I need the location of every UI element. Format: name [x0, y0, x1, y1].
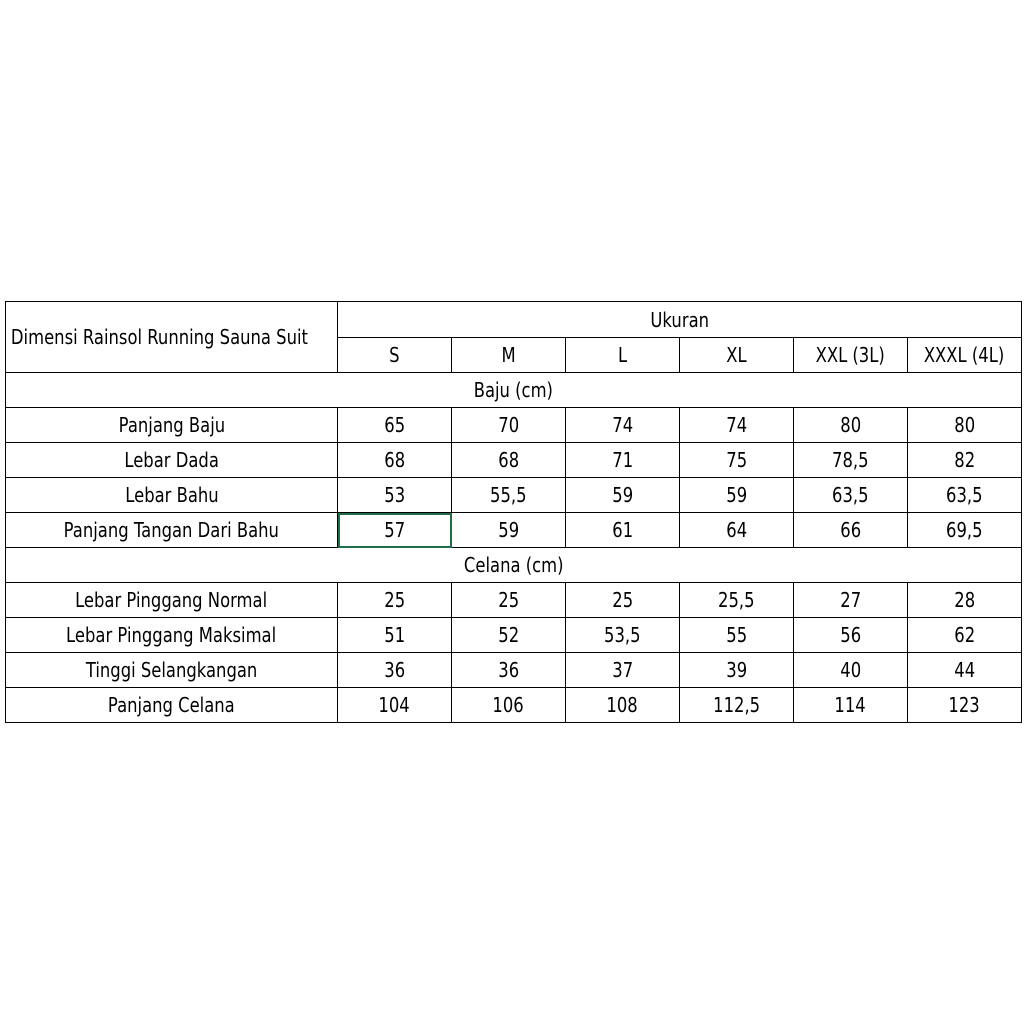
section-title-cell [6, 373, 1022, 408]
cell-value: 37 [612, 658, 633, 682]
row-label: Lebar Pinggang Maksimal [66, 623, 277, 647]
cell-value: 25,5 [718, 588, 755, 612]
cell-value: 74 [726, 413, 747, 437]
value-cell[interactable] [794, 583, 908, 618]
value-cell[interactable] [566, 408, 680, 443]
cell-value: 36 [384, 658, 405, 682]
value-cell[interactable] [338, 688, 452, 723]
size-header-l: L [566, 338, 680, 373]
value-cell[interactable] [908, 478, 1022, 513]
selected-value-cell[interactable] [338, 513, 452, 548]
value-cell[interactable] [566, 688, 680, 723]
cell-value: 40 [840, 658, 861, 682]
section-title: Baju (cm) [473, 378, 554, 402]
section-title-cell [6, 548, 1022, 583]
cell-value: 56 [840, 623, 861, 647]
row-label-cell [6, 408, 338, 443]
row-label-cell [6, 688, 338, 723]
cell-value: 123 [948, 693, 981, 717]
section-row [6, 373, 1022, 408]
value-cell[interactable] [680, 513, 794, 548]
row-label: Lebar Pinggang Normal [75, 588, 268, 612]
size-group-header-cell [338, 302, 1022, 338]
cell-value: 71 [612, 448, 633, 472]
cell-value: 63,5 [832, 483, 869, 507]
value-cell[interactable] [794, 618, 908, 653]
row-label: Tinggi Selangkangan [85, 658, 258, 682]
row-label: Panjang Celana [108, 693, 235, 717]
value-cell[interactable] [680, 618, 794, 653]
cell-value: 104 [378, 693, 411, 717]
value-cell[interactable] [338, 618, 452, 653]
cell-value: 59 [498, 518, 519, 542]
cell-value: 27 [840, 588, 861, 612]
value-cell[interactable] [452, 513, 566, 548]
value-cell[interactable] [794, 653, 908, 688]
value-cell[interactable] [338, 443, 452, 478]
value-cell[interactable] [452, 583, 566, 618]
row-label-cell [6, 618, 338, 653]
cell-value: 63,5 [946, 483, 983, 507]
value-cell[interactable] [680, 443, 794, 478]
cell-value: 70 [498, 413, 519, 437]
header-row-1 [6, 302, 1022, 338]
row-label: Lebar Bahu [124, 483, 219, 507]
value-cell[interactable] [908, 408, 1022, 443]
row-label-cell [6, 443, 338, 478]
value-cell[interactable] [794, 513, 908, 548]
cell-value: 106 [492, 693, 525, 717]
value-cell[interactable] [338, 408, 452, 443]
row-label: Lebar Dada [124, 448, 219, 472]
cell-value: 25 [498, 588, 519, 612]
cell-value: 53,5 [604, 623, 641, 647]
cell-value: 25 [612, 588, 633, 612]
value-cell[interactable] [794, 688, 908, 723]
cell-value: 57 [384, 518, 405, 542]
cell-value: 61 [612, 518, 633, 542]
value-cell[interactable] [566, 583, 680, 618]
dimension-header: Dimensi Rainsol Running Sauna Suit [10, 325, 308, 349]
table-row [6, 443, 1022, 478]
value-cell[interactable] [452, 443, 566, 478]
row-label-cell [6, 653, 338, 688]
value-cell[interactable] [908, 688, 1022, 723]
table-row [6, 583, 1022, 618]
value-cell[interactable] [794, 443, 908, 478]
value-cell[interactable] [566, 653, 680, 688]
value-cell[interactable] [794, 478, 908, 513]
cell-value: 80 [840, 413, 861, 437]
value-cell[interactable] [566, 513, 680, 548]
cell-value: 44 [954, 658, 975, 682]
cell-value: 55 [726, 623, 747, 647]
value-cell[interactable] [908, 618, 1022, 653]
row-label-cell [6, 513, 338, 548]
size-header-s: S [338, 338, 452, 373]
row-label-cell [6, 478, 338, 513]
cell-value: 62 [954, 623, 975, 647]
cell-value: 39 [726, 658, 747, 682]
cell-value: 53 [384, 483, 405, 507]
size-header-xl: XL [680, 338, 794, 373]
value-cell[interactable] [338, 653, 452, 688]
value-cell[interactable] [908, 443, 1022, 478]
row-label: Panjang Tangan Dari Bahu [63, 518, 280, 542]
section-row [6, 548, 1022, 583]
value-cell[interactable] [680, 478, 794, 513]
value-cell[interactable] [566, 478, 680, 513]
cell-value: 51 [384, 623, 405, 647]
value-cell[interactable] [908, 513, 1022, 548]
table-row [6, 618, 1022, 653]
value-cell[interactable] [338, 583, 452, 618]
cell-value: 69,5 [946, 518, 983, 542]
section-title: Celana (cm) [463, 553, 564, 577]
size-chart-sheet [5, 301, 1021, 723]
value-cell[interactable] [452, 618, 566, 653]
cell-value: 78,5 [832, 448, 869, 472]
value-cell[interactable] [680, 653, 794, 688]
value-cell[interactable] [908, 583, 1022, 618]
size-header-xxl: XXL (3L) [794, 338, 908, 373]
dimension-header-cell [6, 302, 338, 373]
table-row [6, 653, 1022, 688]
table-row [6, 408, 1022, 443]
value-cell[interactable] [566, 443, 680, 478]
value-cell[interactable] [452, 688, 566, 723]
value-cell[interactable] [452, 478, 566, 513]
cell-value: 108 [606, 693, 639, 717]
cell-value: 80 [954, 413, 975, 437]
cell-value: 52 [498, 623, 519, 647]
table-row [6, 478, 1022, 513]
size-chart-table [5, 301, 1022, 723]
cell-value: 114 [834, 693, 867, 717]
value-cell[interactable] [680, 688, 794, 723]
cell-value: 75 [726, 448, 747, 472]
value-cell[interactable] [452, 408, 566, 443]
size-group-header: Ukuran [650, 307, 709, 332]
cell-value: 28 [954, 588, 975, 612]
table-row [6, 513, 1022, 548]
row-label: Panjang Baju [118, 413, 225, 437]
value-cell[interactable] [452, 653, 566, 688]
value-cell[interactable] [908, 653, 1022, 688]
cell-value: 59 [612, 483, 633, 507]
cell-value: 74 [612, 413, 633, 437]
cell-value: 65 [384, 413, 405, 437]
cell-value: 25 [384, 588, 405, 612]
cell-value: 66 [840, 518, 861, 542]
value-cell[interactable] [794, 408, 908, 443]
cell-value: 68 [498, 448, 519, 472]
cell-value: 36 [498, 658, 519, 682]
size-header-xxxl: XXXL (4L) [908, 338, 1022, 373]
value-cell[interactable] [680, 583, 794, 618]
cell-value: 55,5 [490, 483, 527, 507]
cell-value: 112,5 [713, 693, 760, 717]
table-row [6, 688, 1022, 723]
value-cell[interactable] [680, 408, 794, 443]
size-header-m: M [452, 338, 566, 373]
cell-value: 68 [384, 448, 405, 472]
value-cell[interactable] [566, 618, 680, 653]
value-cell[interactable] [338, 478, 452, 513]
row-label-cell [6, 583, 338, 618]
cell-value: 64 [726, 518, 747, 542]
cell-value: 82 [954, 448, 975, 472]
cell-value: 59 [726, 483, 747, 507]
